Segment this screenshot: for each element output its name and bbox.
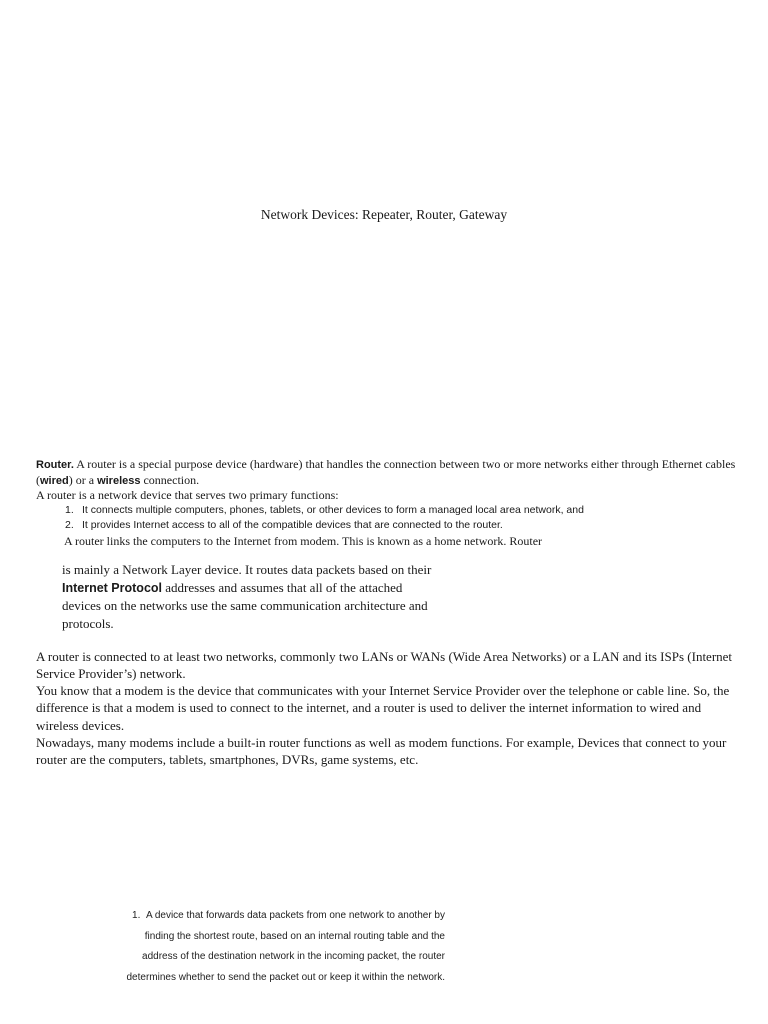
body-paragraph-lan-wan: A router is connected to at least two networks, commonly two LANs or WANs (Wide Area Networks) or a LAN and its ISPs (Internet Service Provider’s) network. [36,649,733,682]
network-layer-text-end: addresses and assumes that all of the attached devices on the networks use the same communication architecture and protocols. [62,579,428,631]
body-paragraph-nowadays: Nowadays, many modems include a built-in router functions as well as modem functions. For example, Devices that connect to your router are the computers, tablets, smartphones, DVRs, game systems, etc. [36,735,727,768]
list-item-number: 1. [65,504,74,516]
list-item-text: It provides Internet access to all of the compatible devices that are connected to the router. [82,519,503,531]
functions-list [36,503,584,533]
functions-intro: A router is a network device that serves two primary functions: [36,488,339,502]
router-term: Router. [36,459,74,471]
router-intro-paragraph [36,457,736,489]
internet-protocol-term: Internet Protocol [62,580,163,595]
list-item [36,503,584,518]
router-intro-mid: ) or a [68,473,98,487]
body-paragraph-modem: You know that a modem is the device that communicates with your Internet Service Provider over the telephone or cable line. So, the difference is that a modem is used to connect to the internet, and a router is used to deliver the internet information to wired and wireless devices. [36,683,730,733]
network-layer-paragraph [62,561,434,632]
router-intro-end: connection. [140,473,200,487]
network-layer-text: is mainly a Network Layer device. It routes data packets based on their [62,562,432,577]
list-item [36,518,584,533]
wired-term: wired [40,475,69,487]
list-item-text: It connects multiple computers, phones, tablets, or other devices to form a managed local area network, and [82,504,584,516]
router-intro-text: A router is a special purpose device (hardware) that handles the connection between two or more networks either through Ethernet cables ( [36,457,736,487]
definition-note-number: 1. [132,910,141,921]
wireless-term: wireless [97,475,141,487]
list-item-number: 2. [65,519,74,531]
home-network-line: A router links the computers to the Internet from modem. This is known as a home network. Router [64,534,543,548]
definition-note-text: A device that forwards data packets from one network to another by finding the shortest route, based on an internal routing table and the address of the destination network in the incoming packet, the router determines whether to send the packet out or keep it within the network. [126,910,445,983]
definition-note [118,906,445,988]
page-title: Network Devices: Repeater, Router, Gateway [260,207,508,222]
